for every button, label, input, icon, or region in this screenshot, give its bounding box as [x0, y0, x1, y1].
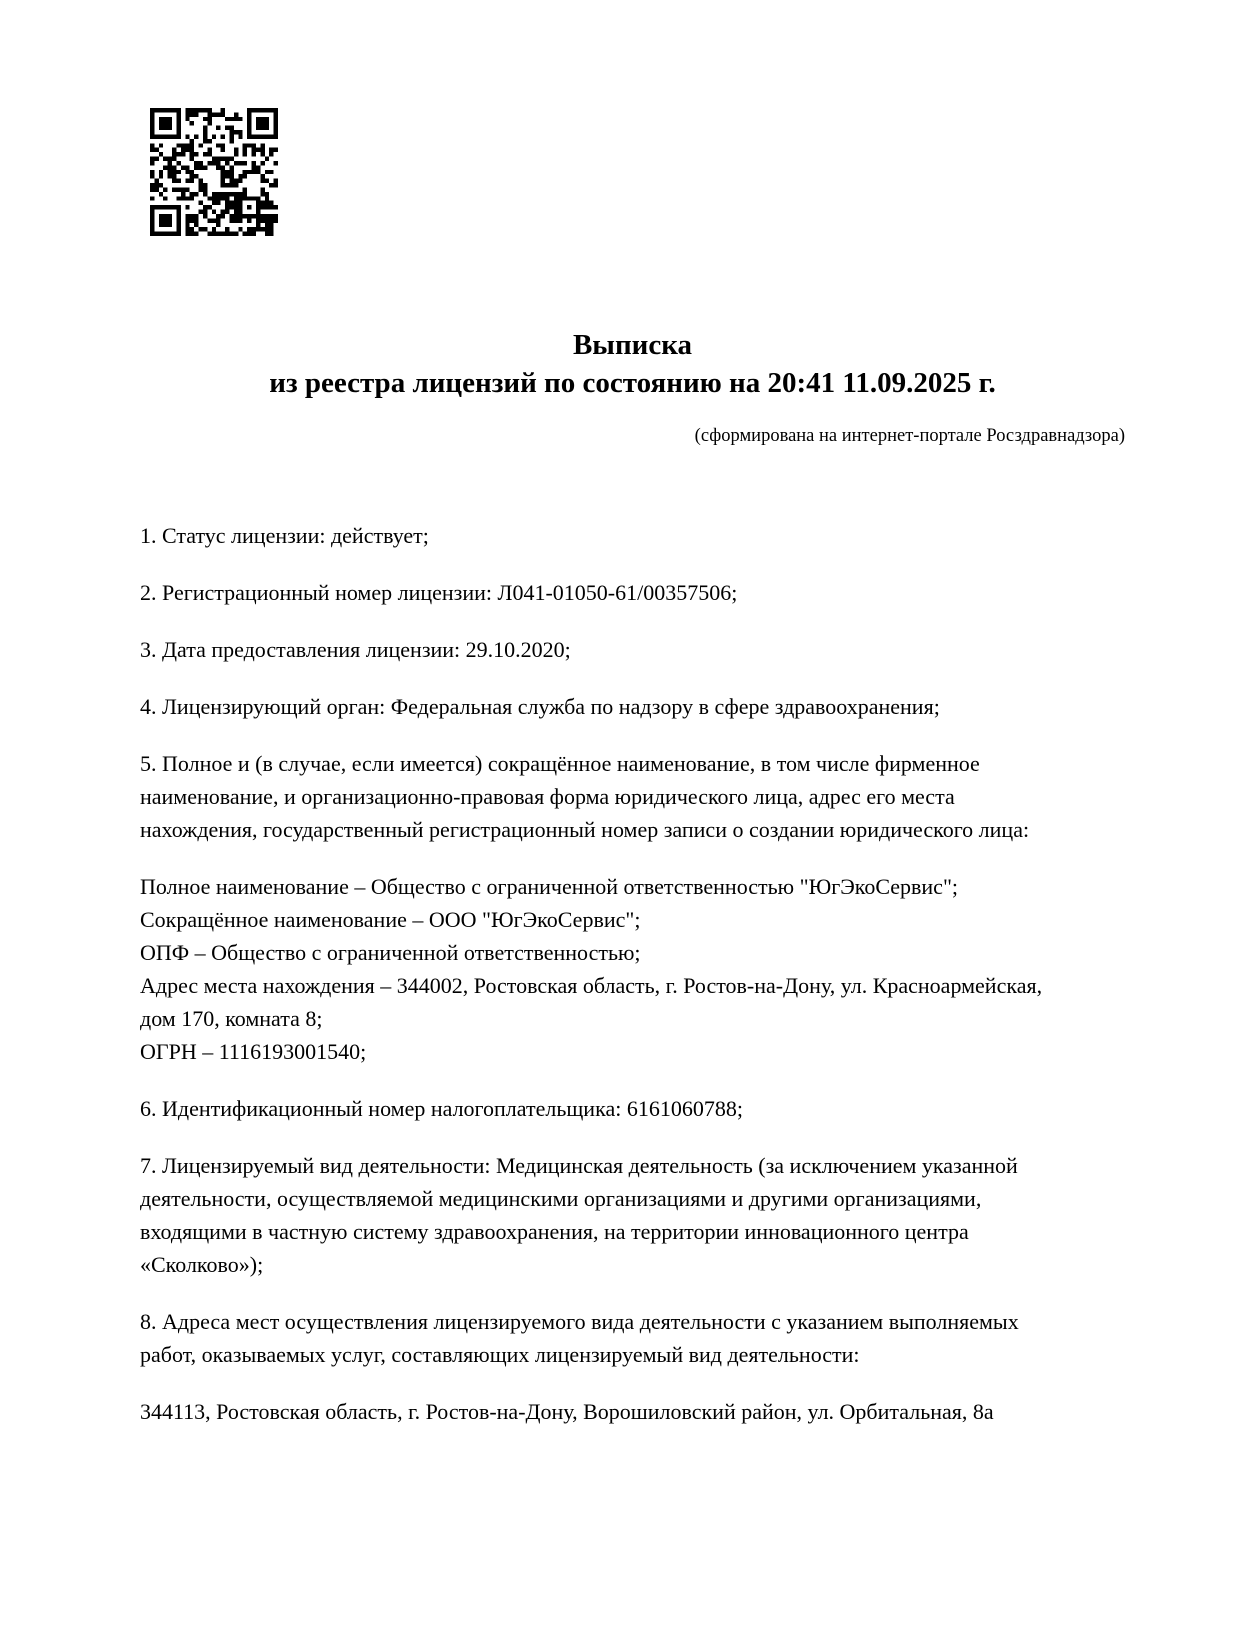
title-line-2: из реестра лицензий по состоянию на 20:41 11.09.2025 г.: [269, 367, 996, 399]
text-line: 7. Лицензируемый вид деятельности: Медицинская деятельность (за исключением указанной: [140, 1153, 1018, 1178]
text-line: 5. Полное и (в случае, если имеется) сокращённое наименование, в том числе фирменное: [140, 751, 980, 776]
text-line: 344113, Ростовская область, г. Ростов-на-Дону, Ворошиловский район, ул. Орбитальная, 8а: [140, 1399, 994, 1424]
document-title: [140, 326, 1125, 402]
text-line: ОПФ – Общество с ограниченной ответственностью;: [140, 940, 641, 965]
text-line: Полное наименование – Общество с ограниченной ответственностью "ЮгЭкоСервис";: [140, 874, 959, 899]
paragraph-grant-date: [140, 633, 1150, 666]
paragraph-registration-number: [140, 576, 1150, 609]
text-line: 8. Адреса мест осуществления лицензируемого вида деятельности с указанием выполняемых: [140, 1309, 1019, 1334]
paragraph-entity-details: [140, 870, 1150, 1068]
text-line: наименование, и организационно-правовая форма юридического лица, адрес его места: [140, 784, 955, 809]
document-subtitle: (сформирована на интернет-портале Росздравнадзора): [694, 426, 1125, 446]
paragraph-license-status: [140, 519, 1150, 552]
text-line: деятельности, осуществляемой медицинскими организациями и другими организациями,: [140, 1186, 982, 1211]
paragraph-licensing-authority: [140, 690, 1150, 723]
text-line: работ, оказываемых услуг, составляющих лицензируемый вид деятельности:: [140, 1342, 860, 1367]
text-line: Сокращённое наименование – ООО "ЮгЭкоСервис";: [140, 907, 641, 932]
text-line: дом 170, комната 8;: [140, 1006, 323, 1031]
paragraph-licensed-activity: [140, 1149, 1150, 1281]
text-line: Адрес места нахождения – 344002, Ростовская область, г. Ростов-на-Дону, ул. Красноармейская,: [140, 973, 1043, 998]
paragraph-entity-name-heading: [140, 747, 1150, 846]
text-line: 4. Лицензирующий орган: Федеральная служба по надзору в сфере здравоохранения;: [140, 694, 940, 719]
text-line: 6. Идентификационный номер налогоплательщика: 6161060788;: [140, 1096, 743, 1121]
document-body: [140, 519, 1150, 1428]
title-line-1: Выписка: [572, 329, 693, 361]
text-line: ОГРН – 1116193001540;: [140, 1039, 367, 1064]
text-line: «Сколково»);: [140, 1252, 264, 1277]
text-line: нахождения, государственный регистрационный номер записи о создании юридического лица:: [140, 817, 1030, 842]
paragraph-activity-addresses-heading: [140, 1305, 1150, 1371]
text-line: входящими в частную систему здравоохранения, на территории инновационного центра: [140, 1219, 969, 1244]
paragraph-taxpayer-number: [140, 1092, 1150, 1125]
text-line: 2. Регистрационный номер лицензии: Л041-01050-61/00357506;: [140, 580, 738, 605]
text-line: 1. Статус лицензии: действует;: [140, 523, 429, 548]
qr-code: [150, 108, 278, 236]
paragraph-activity-address: [140, 1395, 1150, 1428]
text-line: 3. Дата предоставления лицензии: 29.10.2020;: [140, 637, 571, 662]
